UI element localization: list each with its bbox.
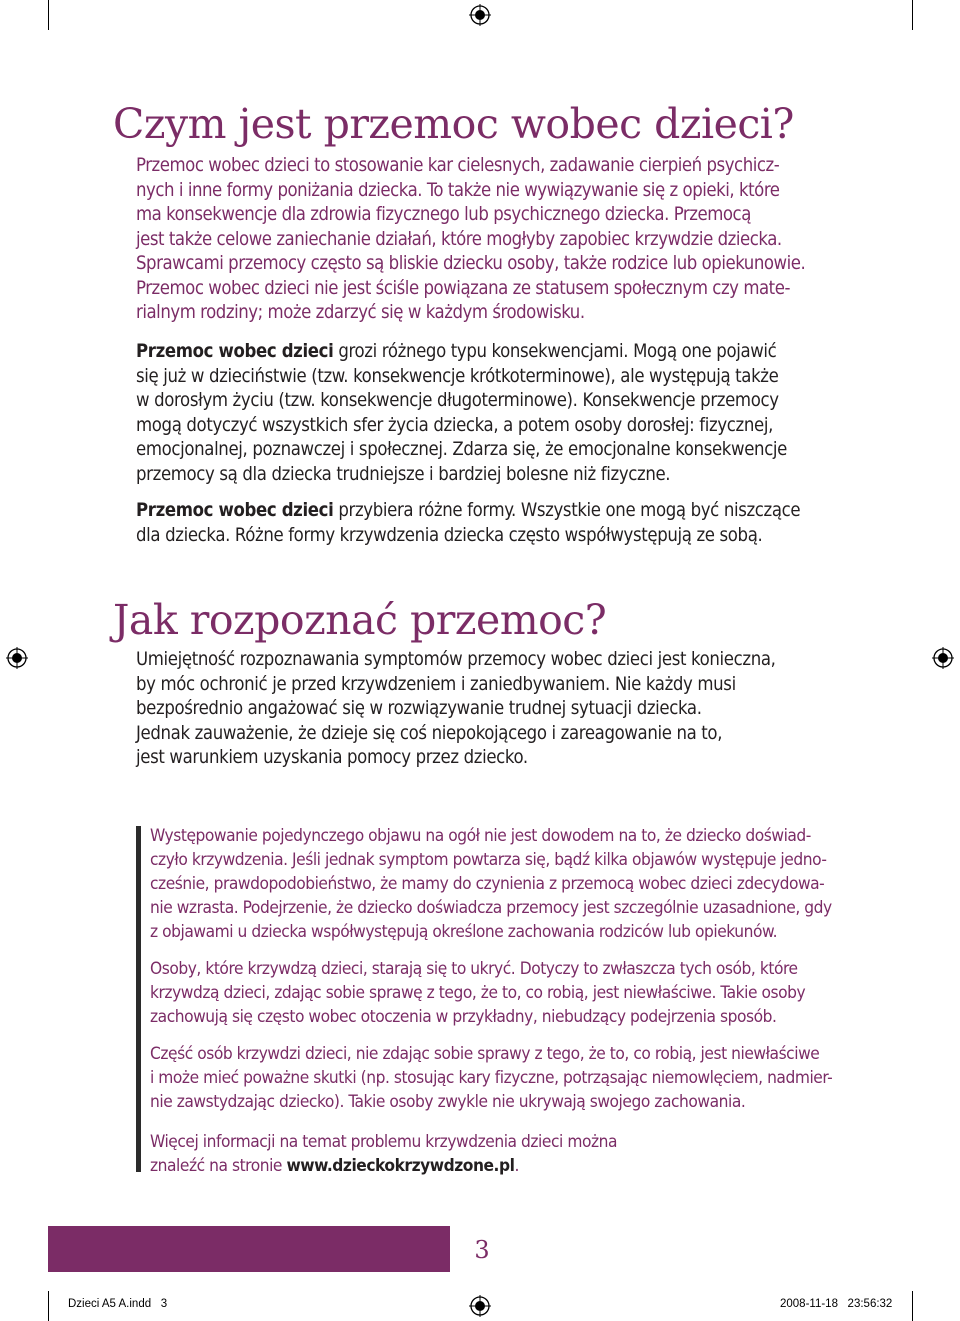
forms-line xyxy=(136,499,816,524)
intro-line: Sprawcami przemocy często są bliskie dziecku osoby, także rodzice lub opiekunowie. xyxy=(136,253,806,274)
recognize-line: Umiejętność rozpoznawania symptomów przemocy wobec dzieci jest konieczna, xyxy=(136,649,776,670)
section-title-recognize-abuse: Jak rozpoznać przemoc? xyxy=(113,596,607,644)
recognize-line: bezpośrednio angażować się w rozwiązywanie trudnej sytuacji dziecka. xyxy=(136,698,702,719)
intro-line: jest także celowe zaniechanie działań, które mogłyby zapobiec krzywdzie dziecka. xyxy=(136,228,782,250)
recognize-line: Jednak zauważenie, że dzieje się coś niepokojącego i zareagowanie na to, xyxy=(136,722,723,744)
file-name-slug: Dzieci A5 A.indd 3 xyxy=(68,1298,168,1310)
info-line: zachowują się często wobec otoczenia w przykładny, niebudzący podejrzenia sposób. xyxy=(150,1007,777,1027)
intro-line: ma konsekwencje dla zdrowia fizycznego lub psychicznego dziecka. Przemocą xyxy=(136,204,751,225)
consequences-line: w dorosłym życiu (tzw. konsekwencje długoterminowe). Konsekwencje przemocy xyxy=(136,390,779,411)
info-line: Część osób krzywdzi dzieci, nie zdając sobie sprawy z tego, że to, co robią, jest niewłaściwe xyxy=(150,1044,820,1064)
recognize-paragraph xyxy=(136,648,816,771)
consequences-line: mogą dotyczyć wszystkich sfer życia dziecka, a potem osoby dorosłej: fizycznej, xyxy=(136,414,773,436)
bold-phrase: Przemoc wobec dzieci xyxy=(136,500,334,521)
forms-line-text: przybiera różne formy. Wszystkie one mogą być niszczące xyxy=(333,500,801,521)
info-line: z objawami u dziecka współwystępują określone zachowania rodziców lub opiekunów. xyxy=(150,922,778,942)
consequences-line: przemocy są dla dziecka trudniejsze i bardziej bolesne niż fizyczne. xyxy=(136,463,671,485)
section-title-what-is-abuse: Czym jest przemoc wobec dzieci? xyxy=(113,100,794,148)
info-line xyxy=(150,1154,850,1178)
footer-band-left xyxy=(48,1226,450,1272)
intro-paragraph xyxy=(136,154,816,326)
info-line: i może mieć poważne skutki (np. stosując kary fizyczne, potrząsając niemowlęciem, nadmier- xyxy=(150,1068,833,1088)
registration-mark-icon xyxy=(6,647,28,669)
info-line: Występowanie pojedynczego objawu na ogół nie jest dowodem na to, że dziecko doświad- xyxy=(150,826,811,846)
intro-line: rialnym rodziny; może zdarzyć się w każdym środowisku. xyxy=(136,302,585,323)
consequences-paragraph xyxy=(136,340,816,487)
bold-phrase: Przemoc wobec dzieci xyxy=(136,341,334,362)
registration-mark-icon xyxy=(469,4,491,26)
page-number: 3 xyxy=(474,1236,490,1264)
consequences-line: emocjonalnej, poznawczej i społecznej. Zdarza się, że emocjonalne konsekwencje xyxy=(136,439,788,460)
forms-paragraph xyxy=(136,499,816,548)
website-link[interactable]: www.dzieckokrzywdzone.pl xyxy=(286,1156,515,1176)
registration-mark-icon xyxy=(932,647,954,669)
info-line: cześnie, prawdopodobieństwo, że mamy do czynienia z przemocą wobec dzieci zdecydowa- xyxy=(150,874,825,894)
intro-line: Przemoc wobec dzieci to stosowanie kar cielesnych, zadawanie cierpień psychicz- xyxy=(136,155,780,176)
consequences-line-text: grozi różnego typu konsekwencjami. Mogą one pojawić xyxy=(333,341,777,362)
info-line: Osoby, które krzywdzą dzieci, starają się to ukryć. Dotyczy to zwłaszcza tych osób, które xyxy=(150,959,798,979)
info-line: Więcej informacji na temat problemu krzywdzenia dzieci można xyxy=(150,1132,617,1152)
intro-line: Przemoc wobec dzieci nie jest ściśle powiązana ze statusem społecznym czy mate- xyxy=(136,277,790,299)
intro-line: nych i inne formy poniżania dziecka. To także nie wywiązywanie się z opieki, które xyxy=(136,179,780,201)
info-line-text: znaleźć na stronie xyxy=(150,1156,287,1176)
info-box-paragraph xyxy=(150,957,850,1029)
timestamp-slug: 2008-11-18 23:56:32 xyxy=(780,1298,893,1310)
info-line: nie zawstydzając dziecko). Takie osoby zwykle nie ukrywają swojego zachowania. xyxy=(150,1092,746,1112)
info-line: nie wzrasta. Podejrzenie, że dziecko doświadcza przemocy jest szczególnie uzasadnione, gdy xyxy=(150,898,832,918)
info-box-bar xyxy=(136,826,141,1172)
forms-line: dla dziecka. Różne formy krzywdzenia dziecka często współwystępują ze sobą. xyxy=(136,524,763,546)
info-line-text: . xyxy=(514,1156,519,1176)
info-box-paragraph xyxy=(150,1042,850,1114)
crop-mark xyxy=(912,0,913,30)
crop-mark xyxy=(912,1291,913,1321)
crop-mark xyxy=(48,1291,49,1321)
info-line: krzywdzą dzieci, zdając sobie sprawę z tego, że to, co robią, jest niewłaściwe. Takie osoby xyxy=(150,983,806,1003)
info-box-paragraph xyxy=(150,1130,850,1178)
registration-mark-icon xyxy=(469,1295,491,1317)
consequences-line xyxy=(136,340,816,365)
info-line: czyło krzywdzenia. Jeśli jednak symptom powtarza się, bądź kilka objawów występuje jedno- xyxy=(150,850,827,870)
info-box-paragraph xyxy=(150,824,850,944)
recognize-line: jest warunkiem uzyskania pomocy przez dziecko. xyxy=(136,747,528,768)
consequences-line: się już w dzieciństwie (tzw. konsekwencje krótkoterminowe), ale występują także xyxy=(136,365,779,387)
crop-mark xyxy=(48,0,49,30)
recognize-line: by móc ochronić je przed krzywdzeniem i zaniedbywaniem. Nie każdy musi xyxy=(136,673,736,695)
